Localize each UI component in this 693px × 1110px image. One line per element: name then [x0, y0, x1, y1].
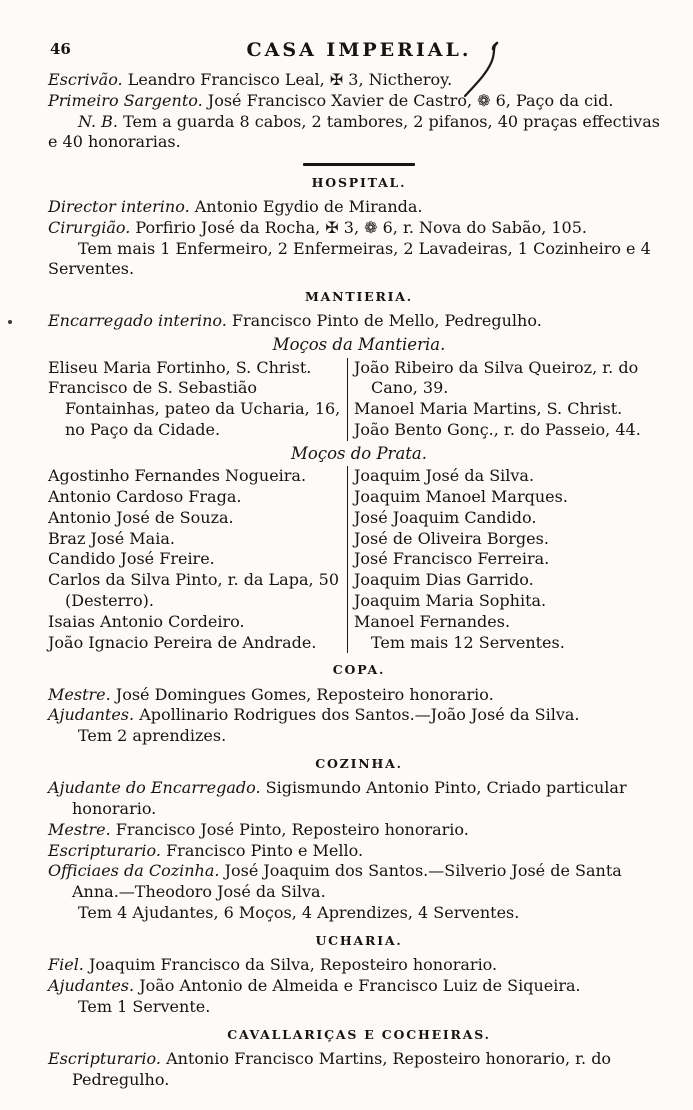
list-item: Joaquim Dias Garrido. [354, 570, 534, 590]
role-label: Primeiro Sargento. [48, 90, 203, 110]
column-left [48, 466, 347, 653]
list-nota: Tem mais 12 Serventes. [371, 632, 565, 652]
entry-text: Apollinario Rodrigues dos Santos.—João José da Silva. [139, 705, 580, 725]
nota-label: N. B. [78, 111, 118, 131]
page-number: 46 [50, 40, 71, 58]
subheading-mocos-do-prata: Moços do Prata. [291, 443, 427, 463]
ucharia-nota: Tem 1 Servente. [78, 996, 211, 1016]
role-label: Director interino. [48, 196, 190, 216]
entry-officiaes-cozinha [48, 861, 670, 903]
entry-escrivao [48, 70, 670, 91]
entry-text: Francisco José Pinto, Reposteiro honorario. [115, 819, 469, 839]
entry-text: Francisco Pinto e Mello. [166, 840, 364, 860]
list-item: Braz José Maia. [48, 528, 175, 548]
entry-ajudante-encarregado [48, 778, 670, 820]
entry-fiel [48, 955, 670, 976]
page-content [48, 38, 670, 1090]
entry-text: Francisco Pinto de Mello, Pedregulho. [231, 311, 542, 331]
entry-text: João Antonio de Almeida e Francisco Luiz de Siqueira. [139, 975, 581, 995]
entry-text: Joaquim Francisco da Silva, Reposteiro honorario. [88, 955, 498, 975]
subheading-mocos-da-mantieria: Moços da Mantieria. [272, 335, 446, 355]
section-heading-hospital: HOSPITAL. [311, 174, 407, 190]
section-heading-ucharia: UCHARIA. [315, 932, 403, 948]
entry-text: Porfirio José da Rocha, ✠ 3, ❁ 6, r. Nova do Sabão, 105. [135, 217, 587, 237]
entry-cirurgiao [48, 218, 670, 239]
list-item: José Joaquim Candido. [354, 507, 537, 527]
guard-nota [48, 112, 670, 154]
entry-ajudantes-ucharia [48, 976, 670, 997]
list-item: Manoel Fernandes. [354, 611, 511, 631]
section-heading-copa: COPA. [332, 662, 386, 678]
entry-encarregado-interino [48, 311, 670, 332]
role-label: Officiaes da Cozinha. [48, 861, 220, 881]
column-right [347, 466, 670, 653]
section-divider-rule [303, 163, 415, 166]
list-item: João Ribeiro da Silva Queiroz, r. do Cano, 39. [354, 357, 639, 398]
entry-text: Antonio Francisco Martins, Reposteiro honorario, r. do Pedregulho. [72, 1048, 612, 1089]
section-heading-cozinha: COZINHA. [315, 756, 403, 772]
section-heading-cavallaricas: CAVALLARIÇAS E COCHEIRAS. [227, 1026, 491, 1042]
entry-mestre-cozinha [48, 820, 670, 841]
page-header [48, 38, 670, 64]
entry-text: José Domingues Gomes, Reposteiro honorario. [115, 684, 494, 704]
role-label: Mestre. [48, 819, 111, 839]
list-item: Francisco de S. Sebastião Fontainhas, pateo da Ucharia, 16, no Paço da Cidade. [48, 378, 341, 439]
role-label: Ajudantes. [48, 975, 135, 995]
list-item: João Ignacio Pereira de Andrade. [48, 632, 317, 652]
list-item: Agostinho Fernandes Nogueira. [48, 466, 307, 486]
entry-text: José Joaquim dos Santos.—Silverio José de Santa Anna.—Theodoro José da Silva. [72, 861, 622, 902]
role-label: Fiel. [48, 955, 84, 975]
entry-text: Leandro Francisco Leal, ✠ 3, Nictheroy. [127, 70, 453, 89]
entry-text: José Francisco Xavier de Castro, ❁ 6, Paço da cid. [207, 90, 614, 110]
two-column-list-mantieria [48, 358, 670, 441]
entry-director-interino [48, 197, 670, 218]
column-left [48, 358, 347, 441]
list-item: Isaias Antonio Cordeiro. [48, 611, 245, 631]
entry-ajudantes-copa [48, 705, 670, 726]
scan-speck-dot [8, 320, 12, 324]
list-item: Joaquim Manoel Marques. [354, 487, 568, 507]
role-label: Ajudantes. [48, 705, 135, 725]
role-label: Mestre. [48, 684, 111, 704]
list-item: Carlos da Silva Pinto, r. da Lapa, 50 (Desterro). [48, 570, 340, 611]
hospital-nota: Tem mais 1 Enfermeiro, 2 Enfermeiras, 2 Lavadeiras, 1 Cozinheiro e 4 Serventes. [48, 238, 651, 279]
list-item: Joaquim Maria Sophita. [354, 591, 547, 611]
role-label: Encarregado interino. [48, 311, 227, 331]
entry-escripturario-cavallaricas [48, 1049, 670, 1091]
list-item: Candido José Freire. [48, 549, 215, 569]
list-item: Eliseu Maria Fortinho, S. Christ. [48, 357, 312, 377]
entry-primeiro-sargento [48, 91, 670, 112]
section-heading-mantieria: MANTIERIA. [305, 289, 413, 305]
nota-text: Tem a guarda 8 cabos, 2 tambores, 2 pifanos, 40 praças effectivas e 40 honorarias. [48, 111, 660, 152]
entry-mestre-copa [48, 685, 670, 706]
list-item: Antonio Cardoso Fraga. [48, 487, 242, 507]
list-item: Manoel Maria Martins, S. Christ. [354, 399, 623, 419]
role-label: Ajudante do Encarregado. [48, 778, 261, 798]
role-label: Escripturario. [48, 840, 161, 860]
two-column-list-prata [48, 466, 670, 653]
entry-text: Sigismundo Antonio Pinto, Criado particular honorario. [72, 778, 627, 819]
list-item: José Francisco Ferreira. [354, 549, 550, 569]
role-label: Cirurgião. [48, 217, 131, 237]
column-right [347, 358, 670, 441]
entry-text: Antonio Egydio de Miranda. [194, 196, 423, 216]
list-item: João Bento Gonç., r. do Passeio, 44. [354, 420, 641, 439]
list-item: José de Oliveira Borges. [354, 528, 549, 548]
role-label: Escripturario. [48, 1048, 161, 1068]
list-item: Joaquim José da Silva. [354, 466, 535, 486]
list-item: Antonio José de Souza. [48, 507, 234, 527]
cozinha-nota: Tem 4 Ajudantes, 6 Moços, 4 Aprendizes, 4 Serventes. [78, 903, 520, 923]
page-title: CASA IMPERIAL. [246, 39, 472, 61]
copa-nota: Tem 2 aprendizes. [78, 726, 227, 746]
role-label: Escrivão. [48, 70, 123, 89]
entry-escripturario-cozinha [48, 841, 670, 862]
